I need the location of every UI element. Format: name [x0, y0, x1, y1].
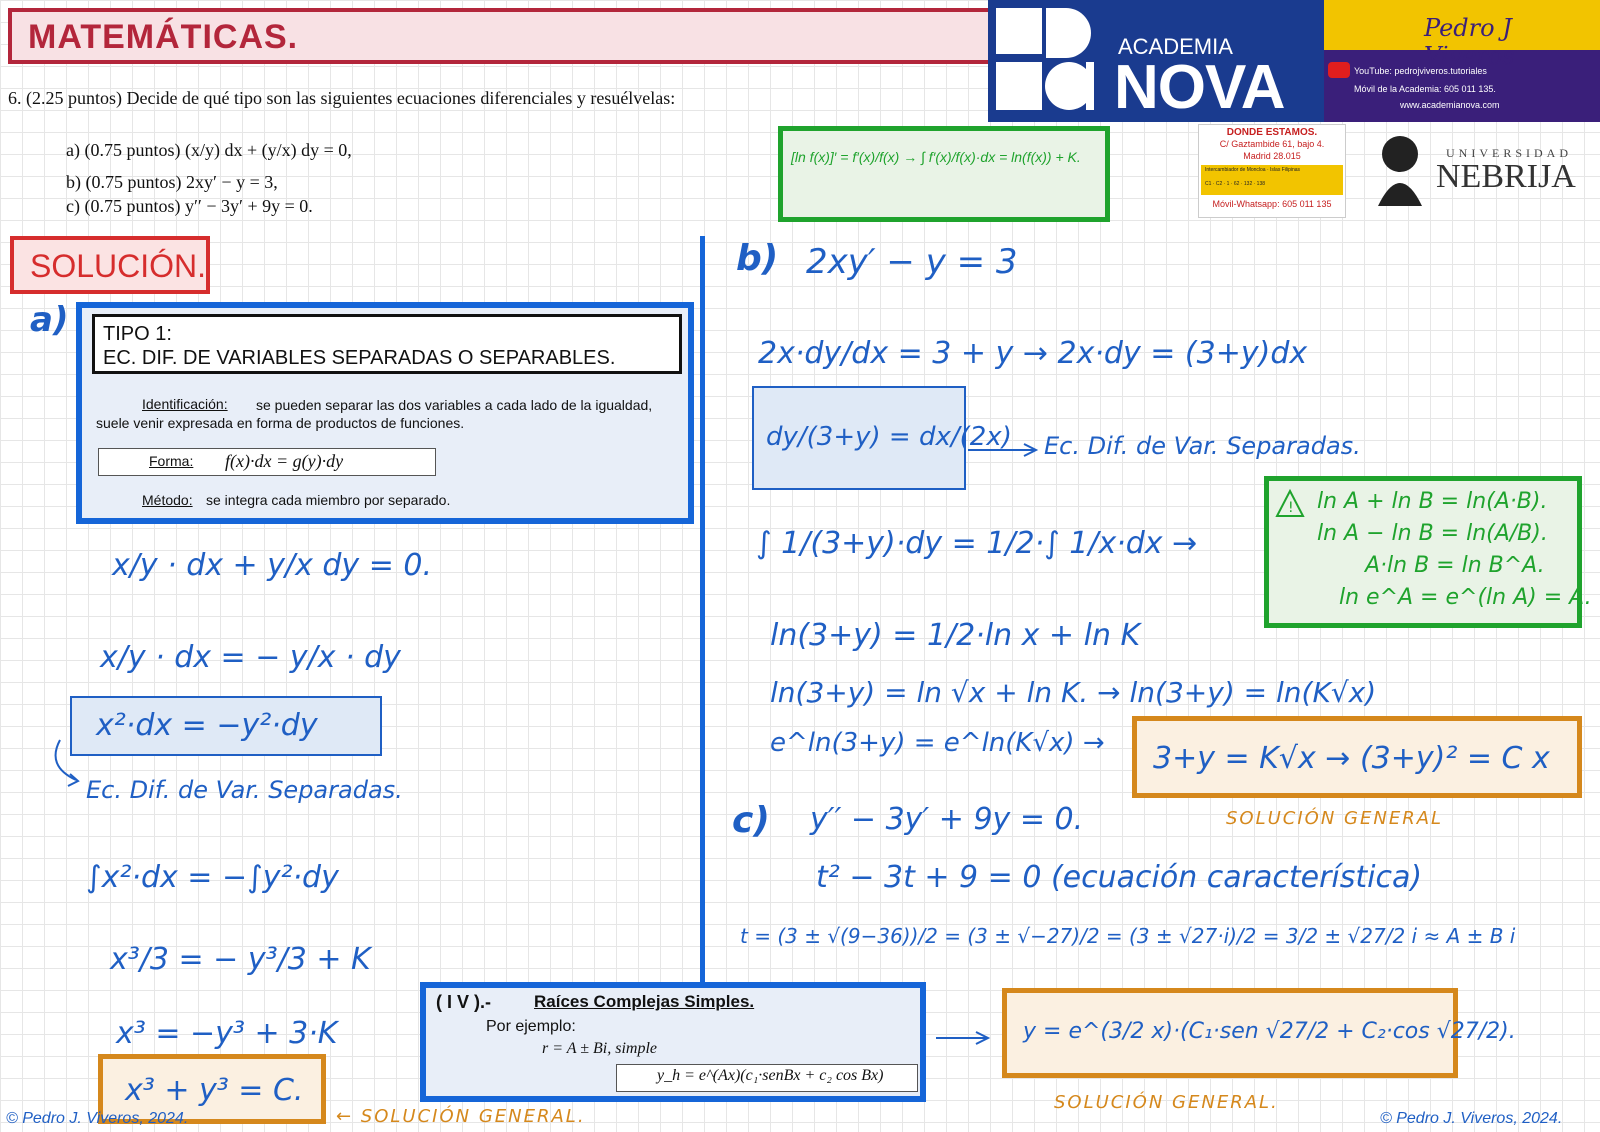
- location-title: DONDE ESTAMOS.: [1226, 127, 1318, 138]
- b-note: Ec. Dif. de Var. Separadas.: [1044, 432, 1361, 460]
- b-step-5: ln(3+y) = 1/2·ln x + ln K: [770, 618, 1141, 653]
- problem-a: a) (0.75 puntos) (x/y) dx + (y/x) dy = 0,: [66, 140, 352, 160]
- academia-nova-logo: [988, 0, 1324, 122]
- location-card: [1198, 124, 1346, 218]
- arrow-icon: [966, 440, 1042, 460]
- academia-website[interactable]: www.academianova.com: [1400, 100, 1500, 110]
- metodo-label: Método:: [142, 492, 193, 508]
- a-result: x³ + y³ = C.: [125, 1073, 304, 1108]
- problem-c: c) (0.75 puntos) y′′ − 3y′ + 9y = 0.: [66, 196, 313, 216]
- signature: Pedro J Viveros: [1424, 14, 1515, 70]
- a-note: Ec. Dif. de Var. Separadas.: [86, 776, 403, 804]
- forma-row: [98, 448, 436, 476]
- nova-logo-icon: [994, 6, 1114, 116]
- b-step-4: ∫ 1/(3+y)·dy = 1/2·∫ 1/x·dx →: [756, 526, 1198, 561]
- column-divider: [700, 236, 705, 1094]
- part-c-label: c): [732, 800, 770, 841]
- log-rule-2: ln A − ln B = ln(A/B).: [1317, 521, 1548, 546]
- academia-label: ACADEMIA: [1118, 34, 1233, 59]
- tipo4-raiz: r = A ± Bi, simple: [542, 1040, 657, 1057]
- forma-formula: f(x)·dx = g(y)·dy: [225, 451, 344, 471]
- log-derivative-hint: [778, 126, 1110, 222]
- part-b-label: b): [736, 238, 779, 279]
- tipo4-formula-box: [616, 1064, 918, 1092]
- hint-text: [ln f(x)]′ = f′(x)/f(x) → ∫ f′(x)/f(x)·dx = ln(f(x)) + K.: [791, 149, 1081, 165]
- nebrija-top: UNIVERSIDAD: [1446, 146, 1572, 160]
- tipo4-ejemplo: Por ejemplo:: [486, 1018, 576, 1035]
- academia-phone: Móvil de la Academia: 605 011 135.: [1354, 84, 1496, 94]
- nova-label: NOVA: [1114, 53, 1285, 122]
- tipo4-formula: y_h = e^(Ax)(c₁·senBx + c₂ cos Bx): [657, 1067, 884, 1084]
- page-title-bar: [8, 8, 993, 64]
- a-step-4: ∫x²·dx = −∫y²·dy: [86, 860, 339, 895]
- tipo1-header: [92, 314, 682, 374]
- problem-b: b) (0.75 puntos) 2xy′ − y = 3,: [66, 172, 278, 192]
- youtube-channel[interactable]: YouTube: pedrojviveros.tutoriales: [1354, 66, 1487, 76]
- a-step-2: x/y · dx = − y/x · dy: [100, 640, 401, 675]
- b-result: 3+y = K√x → (3+y)² = C x: [1153, 741, 1550, 776]
- log-rule-1: ln A + ln B = ln(A·B).: [1317, 489, 1548, 514]
- a-result-label: ← SOLUCIÓN GENERAL.: [336, 1106, 586, 1127]
- b-step-2: 2x·dy/dx = 3 + y → 2x·dy = (3+y)dx: [758, 336, 1308, 371]
- metro-bus-strip: [1201, 165, 1343, 195]
- tipo4-name: Raíces Complejas Simples.: [534, 992, 755, 1011]
- a-step-5: x³/3 = − y³/3 + K: [110, 942, 371, 977]
- footer-right: © Pedro J. Viveros, 2024.: [1380, 1110, 1563, 1127]
- metro-info: Intercambiador de Moncloa · Islas Filipinas: [1205, 167, 1301, 173]
- ident-label: Identificación:: [142, 396, 228, 412]
- pedro-banner: [1324, 0, 1600, 122]
- log-rule-4: ln e^A = e^(ln A) = A.: [1339, 585, 1592, 610]
- b-result-label: SOLUCIÓN GENERAL: [1226, 808, 1444, 829]
- b-step-7: e^ln(3+y) = e^ln(K√x) →: [770, 728, 1105, 758]
- b-step-3: dy/(3+y) = dx/(2x): [766, 422, 1012, 452]
- nebrija-name: NEBRIJA: [1436, 158, 1576, 195]
- part-a-label: a): [30, 300, 69, 340]
- c-step-1: y′′ − 3y′ + 9y = 0.: [810, 802, 1084, 837]
- c-result: y = e^(3/2 x)·(C₁·sen √27/2 + C₂·cos √27/2).: [1023, 1019, 1516, 1044]
- c-step-2: t² − 3t + 9 = 0 (ecuación característica): [816, 860, 1423, 895]
- solution-label: SOLUCIÓN.: [30, 248, 207, 284]
- c-result-box: [1002, 988, 1516, 1078]
- nebrija-portrait-icon: [1370, 130, 1430, 206]
- forma-label: Forma:: [149, 453, 194, 469]
- a-separated-box: [70, 696, 382, 756]
- tipo1-box: [76, 302, 694, 524]
- youtube-icon: [1328, 62, 1350, 78]
- tipo4-box: [420, 982, 926, 1102]
- a-step-6: x³ = −y³ + 3·K: [116, 1016, 338, 1051]
- tipo1-name: EC. DIF. DE VARIABLES SEPARADAS O SEPARABLES.: [103, 347, 616, 369]
- ident-text: se pueden separar las dos variables a cada lado de la igualdad, suele venir expresada en forma de productos de funciones.: [96, 397, 653, 431]
- metodo-text: se integra cada miembro por separado.: [206, 492, 451, 508]
- c-result-label: SOLUCIÓN GENERAL.: [1054, 1092, 1279, 1113]
- a-step-3: x²·dx = −y²·dy: [96, 708, 318, 743]
- footer-left: © Pedro J. Viveros, 2024.: [6, 1110, 189, 1127]
- b-step-6: ln(3+y) = ln √x + ln K. → ln(3+y) = ln(K√x): [770, 676, 1377, 709]
- log-rules-box: [1264, 476, 1592, 628]
- a-step-1: x/y · dx + y/x dy = 0.: [112, 548, 433, 583]
- tipo1-title: TIPO 1:: [103, 323, 172, 345]
- b-result-box: [1132, 716, 1582, 798]
- location-address: C/ Gaztambide 61, bajo 4.: [1219, 139, 1325, 149]
- warning-icon: [1275, 489, 1305, 519]
- svg-text:!: !: [1288, 500, 1294, 516]
- page-title: MATEMÁTICAS.: [28, 18, 299, 56]
- location-city: Madrid 28.015: [1243, 151, 1301, 161]
- arrow-icon-2: [934, 1028, 994, 1048]
- bus-info: C1 · C2 · 1 · 62 · 132 · 138: [1205, 181, 1266, 187]
- location-whatsapp: Móvil-Whatsapp: 605 011 135: [1212, 199, 1332, 209]
- solution-label-box: [10, 236, 210, 294]
- b-separated-box: [752, 386, 1012, 490]
- c-step-3: t = (3 ± √(9−36))/2 = (3 ± √−27)/2 = (3 ± √27·i)/2 = 3/2 ± √27/2 i ≈ A ± B i: [740, 924, 1516, 948]
- log-rule-3: A·ln B = ln B^A.: [1365, 553, 1545, 578]
- tipo4-title: ( I V ).-: [436, 992, 491, 1012]
- b-step-1: 2xy′ − y = 3: [806, 242, 1018, 282]
- problem-statement: 6. (2.25 puntos) Decide de qué tipo son las siguientes ecuaciones diferenciales y resuélvelas:: [8, 88, 676, 108]
